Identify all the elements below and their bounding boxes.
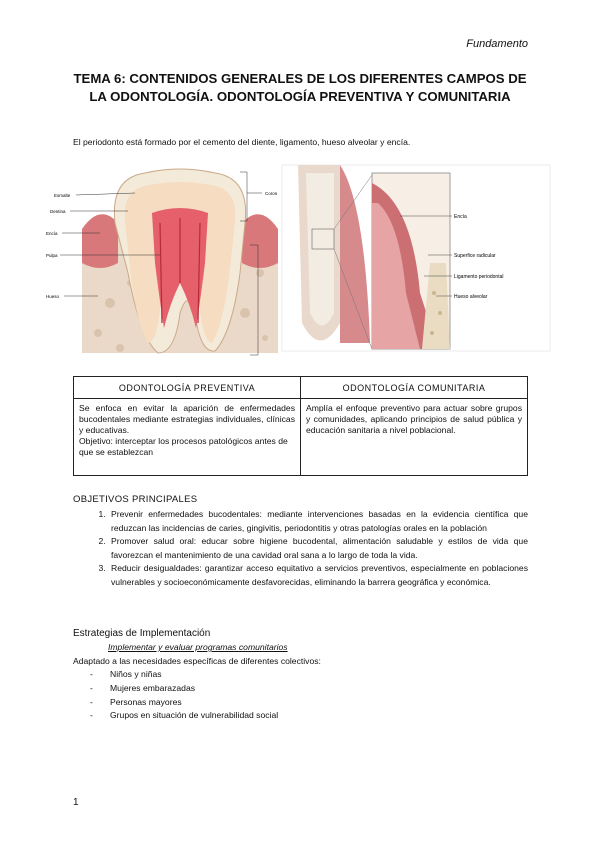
- estrategias-heading: Estrategias de Implementación: [73, 628, 211, 639]
- tooth-illustration: [46, 169, 278, 355]
- periodontium-figure: [40, 163, 552, 359]
- list-item: - Niños y niñas: [90, 668, 278, 682]
- periodontium-illustration: [282, 165, 550, 351]
- label-pulpa: Pulpa: [46, 253, 58, 258]
- cell-comunitaria: [301, 399, 528, 476]
- list-item: - Grupos en situación de vulnerabilidad social: [90, 709, 278, 723]
- table-header-row: [74, 377, 528, 399]
- objetivos-heading: OBJETIVOS PRINCIPALES: [73, 494, 198, 505]
- cell-preventiva: [74, 399, 301, 476]
- comunitaria-description: Amplía el enfoque preventivo para actuar sobre grupos y comunidades, aplicando principios de salud pública y educación sanitaria a nivel poblacional.: [306, 403, 522, 435]
- list-item: - Mujeres embarazadas: [90, 682, 278, 696]
- label-superficie-radicular: Superfice radicular: [454, 253, 496, 259]
- preventiva-objetivo: Objetivo: interceptar los procesos patológicos antes de que se establezcan: [79, 436, 288, 457]
- label-ligamento-periodontal: Ligamento periodontal: [454, 274, 504, 280]
- section-header: Fundamento: [466, 38, 528, 50]
- comparison-table: [73, 376, 528, 476]
- table-row: [74, 399, 528, 476]
- page-number: 1: [73, 797, 79, 808]
- header-comunitaria: ODONTOLOGÍA COMUNITARIA: [301, 377, 528, 399]
- adaptado-text: Adaptado a las necesidades específicas de diferentes colectivos:: [73, 656, 321, 666]
- label-esmalte: Esmalte: [54, 193, 71, 198]
- list-item: 1. Prevenir enfermedades bucodentales: mediante intervenciones basadas en la evidencia científica que reduzcan las incidencias de caries, gingivitis, periodontitis y otras patologías orales en la población: [108, 508, 528, 535]
- list-item: 2. Promover salud oral: educar sobre higiene bucodental, alimentación saludable y estilos de vida que favorezcan el mantenimiento de una cavidad oral sana a lo largo de toda la vida.: [108, 535, 528, 562]
- label-encia-perio: Encía: [454, 214, 467, 220]
- label-hueso-alveolar: Hueso alveolar: [454, 294, 488, 300]
- label-corona: Coron: [265, 191, 278, 196]
- objetivos-list: [74, 508, 528, 589]
- label-encia-tooth: Encía: [46, 231, 58, 236]
- list-item: - Personas mayores: [90, 696, 278, 710]
- page-title: TEMA 6: CONTENIDOS GENERALES DE LOS DIFERENTES CAMPOS DE LA ODONTOLOGÍA. ODONTOLOGÍA PREVENTIVA Y COMUNITARIA: [73, 71, 527, 104]
- label-dentina: Dentina: [50, 209, 66, 214]
- estrategias-subtitle: Implementar y evaluar programas comunitarios: [108, 642, 288, 652]
- groups-list: [90, 668, 278, 723]
- preventiva-description: Se enfoca en evitar la aparición de enfermedades bucodentales mediante estrategias individuales, clínicas y educativas.: [79, 403, 295, 435]
- list-item: 3. Reducir desigualdades: garantizar acceso equitativo a servicios preventivos, especialmente en poblaciones vulnerables y socioeconómicamente desfavorecidas, eliminando la barrera geográfica y económica.: [108, 562, 528, 589]
- intro-text: El periodonto está formado por el cemento del diente, ligamento, hueso alveolar y encía.: [73, 137, 411, 147]
- header-preventiva: ODONTOLOGÍA PREVENTIVA: [74, 377, 301, 399]
- label-hueso: Hueso: [46, 294, 60, 299]
